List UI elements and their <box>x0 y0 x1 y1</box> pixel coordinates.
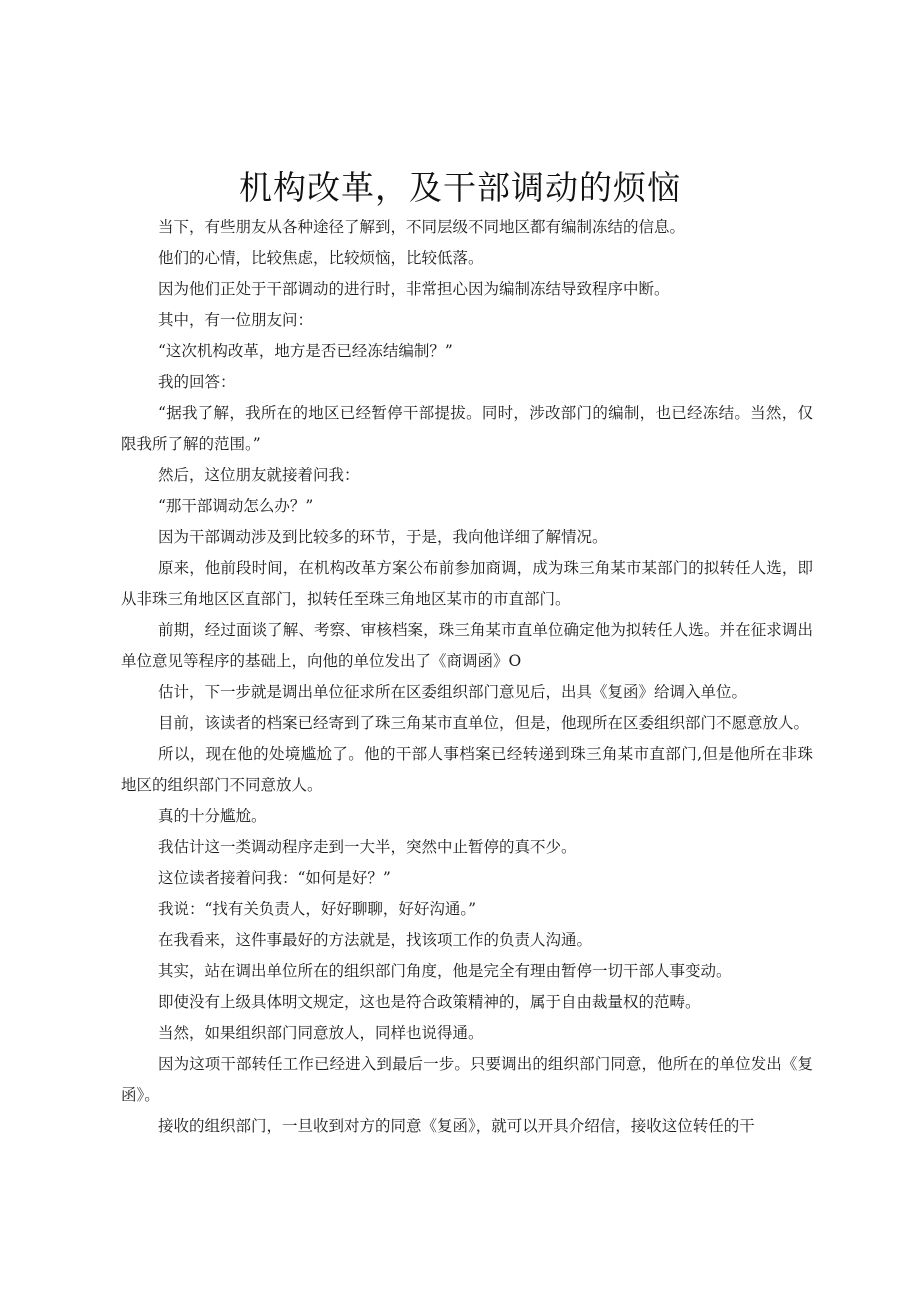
paragraph: 因为干部调动涉及到比较多的环节，于是，我向他详细了解情况。 <box>158 528 608 546</box>
paragraph: 所以，现在他的处境尴尬了。他的干部人事档案已经转递到珠三角某市直部门,但是他所在非珠地区的组织部门不同意放人。 <box>121 745 813 794</box>
paragraph: 这位读者接着问我：“如何是好？” <box>158 869 391 887</box>
paragraph: 接收的组织部门，一旦收到对方的同意《复函》，就可以开具介绍信，接收这位转任的干 <box>158 1117 755 1135</box>
paragraph: 真的十分尴尬。 <box>158 807 267 825</box>
paragraph: “据我了解，我所在的地区已经暂停干部提拔。同时，涉改部门的编制，也已经冻结。当然，仅限我所了解的范围。” <box>121 404 813 453</box>
document-title: 机构改革，及干部调动的烦恼 <box>239 168 681 207</box>
paragraph: 前期，经过面谈了解、考察、审核档案，珠三角某市直单位确定他为拟转任人选。并在征求调出单位意见等程序的基础上，向他的单位发出了《商调函》O <box>121 621 813 670</box>
paragraph: 他们的心情，比较焦虑，比较烦恼，比较低落。 <box>158 249 484 267</box>
paragraph: “这次机构改革，地方是否已经冻结编制？” <box>158 342 453 360</box>
paragraph: 在我看来，这件事最好的方法就是，找该项工作的负责人沟通。 <box>158 931 593 949</box>
paragraph: 估计，下一步就是调出单位征求所在区委组织部门意见后，出具《复函》给调入单位。 <box>158 683 748 701</box>
paragraph: 因为这项干部转任工作已经进入到最后一步。只要调出的组织部门同意，他所在的单位发出《复函》。 <box>121 1055 813 1104</box>
paragraph: 即使没有上级具体明文规定，这也是符合政策精神的，属于自由裁量权的范畴。 <box>158 993 701 1011</box>
paragraph: 当下，有些朋友从各种途径了解到，不同层级不同地区都有编制冻结的信息。 <box>158 218 686 236</box>
paragraph: 原来，他前段时间，在机构改革方案公布前参加商调，成为珠三角某市某部门的拟转任人选，即从非珠三角地区区直部门，拟转任至珠三角地区某市的市直部门。 <box>121 559 813 608</box>
paragraph: 我说：“找有关负责人，好好聊聊，好好沟通。” <box>158 900 477 918</box>
paragraph: 其实，站在调出单位所在的组织部门角度，他是完全有理由暂停一切干部人事变动。 <box>158 962 732 980</box>
paragraph: 我估计这一类调动程序走到一大半，突然中止暂停的真不少。 <box>158 838 577 856</box>
paragraph: 目前，该读者的档案已经寄到了珠三角某市直单位，但是，他现所在区委组织部门不愿意放人。 <box>158 714 810 732</box>
paragraph: 其中，有一位朋友问： <box>158 311 314 329</box>
paragraph: 我的回答： <box>158 373 236 391</box>
paragraph: “那干部调动怎么办？” <box>158 497 314 515</box>
document-body <box>121 212 813 1142</box>
paragraph: 因为他们正处于干部调动的进行时，非常担心因为编制冻结导致程序中断。 <box>158 280 670 298</box>
paragraph: 然后，这位朋友就接着问我： <box>158 466 360 484</box>
paragraph: 当然，如果组织部门同意放人，同样也说得通。 <box>158 1024 484 1042</box>
